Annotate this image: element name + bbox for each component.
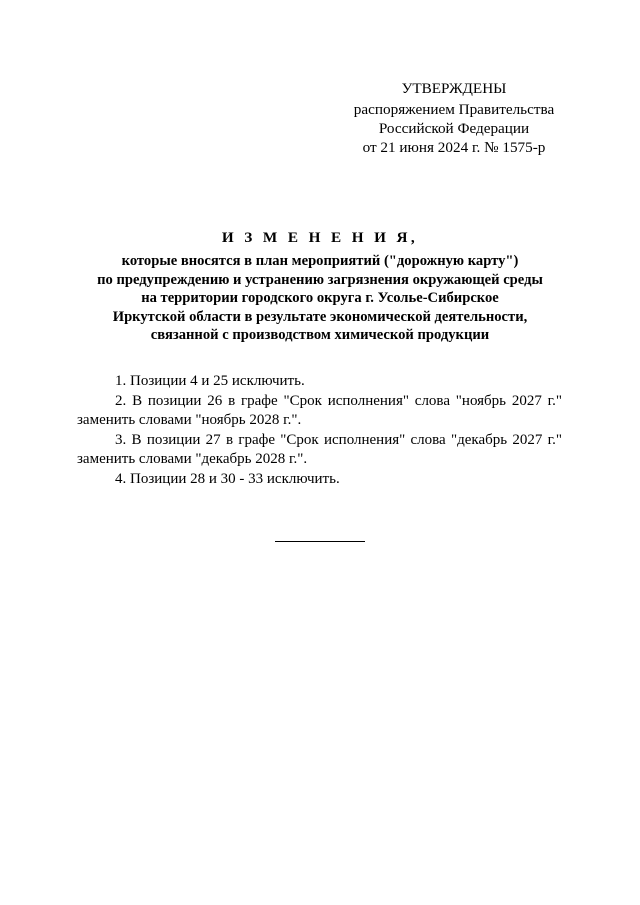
document-title: И З М Е Н Е Н И Я, xyxy=(221,229,419,246)
change-item-2 xyxy=(77,392,562,431)
title-block xyxy=(60,228,580,345)
approval-line-3: от 21 июня 2024 г. № 1575-р xyxy=(362,139,546,156)
change-item-1 xyxy=(80,372,562,392)
approval-line-2: Российской Федерации xyxy=(378,120,530,137)
change-item-3-line-1: 3. В позиции 27 в графе "Срок исполнения" слова "декабрь 2027 г." xyxy=(115,431,562,448)
change-item-2-line-1: 2. В позиции 26 в графе "Срок исполнения" слова "ноябрь 2027 г." xyxy=(115,392,562,409)
subtitle-line-4: Иркутской области в результате экономической деятельности, xyxy=(112,308,528,325)
changes-list xyxy=(77,372,562,489)
approval-line-1: распоряжением Правительства xyxy=(353,101,555,118)
change-item-4 xyxy=(80,470,562,490)
closing-separator-line xyxy=(275,541,365,542)
approval-stamp xyxy=(338,79,570,157)
change-item-2-line-2: заменить словами "ноябрь 2028 г.". xyxy=(77,412,302,428)
approval-heading: УТВЕРЖДЕНЫ xyxy=(401,80,507,97)
change-item-3-line-2: заменить словами "декабрь 2028 г.". xyxy=(77,451,308,467)
subtitle-line-5: связанной с производством химической продукции xyxy=(150,327,490,343)
change-item-4-text: 4. Позиции 28 и 30 - 33 исключить. xyxy=(115,470,340,487)
change-item-3 xyxy=(77,431,562,470)
subtitle-line-2: по предупреждению и устранению загрязнения окружающей среды xyxy=(97,271,543,288)
subtitle-line-3: на территории городского округа г. Усолье-Сибирское xyxy=(141,290,499,306)
change-item-1-text: 1. Позиции 4 и 25 исключить. xyxy=(115,373,305,389)
subtitle-line-1: которые вносятся в план мероприятий ("дорожную карту") xyxy=(121,253,519,269)
